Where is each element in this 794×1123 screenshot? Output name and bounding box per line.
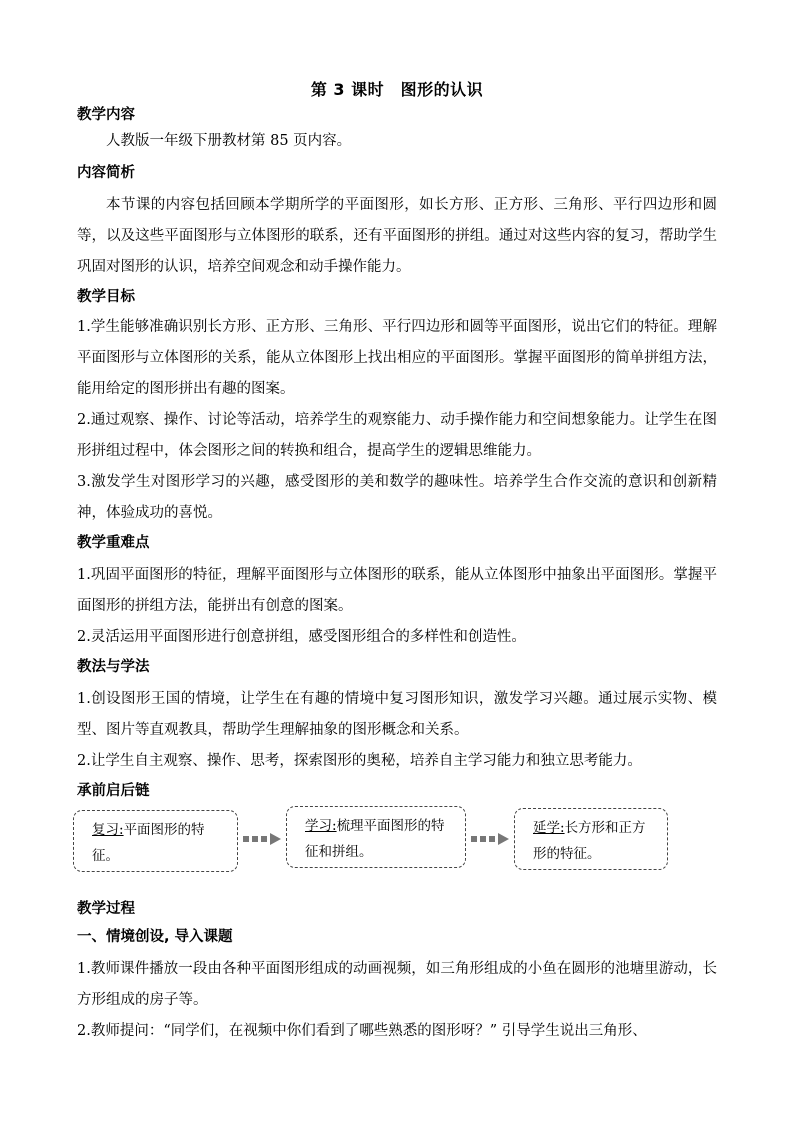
heading-teaching-process: 教学过程 <box>77 901 135 917</box>
chain-box-learn-text: 梳理平面图形的特征和拼组。 <box>305 818 445 860</box>
arrow-right-icon <box>471 832 511 846</box>
goal-item-2: 2.通过观察、操作、讨论等活动，培养学生的观察能力、动手操作能力和空间想象能力。让学生在图形拼组过程中，体会图形之间的转换和组合，提高学生的逻辑思维能力。 <box>77 412 717 459</box>
goal-item-1: 1.学生能够准确识别长方形、正方形、三角形、平行四边形和圆等平面图形，说出它们的特征。理解平面图形与立体图形的关系，能从立体图形上找出相应的平面图形。掌握平面图形的简单拼组方法，能用给定的图形拼出有趣的图案。 <box>77 319 717 397</box>
arrow-right-icon <box>243 832 283 846</box>
heading-key-points: 教学重难点 <box>77 535 150 551</box>
heading-methods: 教法与学法 <box>77 659 150 675</box>
chain-box-learn <box>286 806 466 868</box>
chain-box-learn-tag: 学习: <box>305 818 337 834</box>
goal-item-3: 3.激发学生对图形学习的兴趣，感受图形的美和数学的趣味性。培养学生合作交流的意识和创新精神，体验成功的喜悦。 <box>77 474 717 521</box>
page-title: 第 3 课时 图形的认识 <box>310 80 484 99</box>
heading-learning-chain: 承前启后链 <box>77 783 150 799</box>
paragraph-content-summary: 本节课的内容包括回顾本学期所学的平面图形，如长方形、正方形、三角形、平行四边形和圆等，以及这些平面图形与立体图形的联系，还有平面图形的拼组。通过对这些内容的复习，帮助学生巩固对图形的认识，培养空间观念和动手操作能力。 <box>77 197 717 275</box>
heading-process-step-1: 一、情境创设, 导入课题 <box>77 929 233 945</box>
heading-content-summary: 内容简析 <box>77 165 135 181</box>
process-item-1: 1.教师课件播放一段由各种平面图形组成的动画视频，如三角形组成的小鱼在圆形的池塘里游动，长方形组成的房子等。 <box>77 961 717 1008</box>
key-point-item-1: 1.巩固平面图形的特征，理解平面图形与立体图形的联系，能从立体图形中抽象出平面图形。掌握平面图形的拼组方法，能拼出有创意的图案。 <box>77 567 717 614</box>
method-item-2: 2.让学生自主观察、操作、思考，探索图形的奥秘，培养自主学习能力和独立思考能力。 <box>77 753 642 769</box>
chain-box-extend-tag: 延学: <box>533 820 565 836</box>
chain-box-extend <box>514 808 668 870</box>
paragraph-teaching-content: 人教版一年级下册教材第 85 页内容。 <box>106 133 352 149</box>
process-item-2: 2.教师提问：“同学们，在视频中你们看到了哪些熟悉的图形呀？” 引导学生说出三角形、 <box>77 1023 647 1039</box>
chain-box-review <box>73 810 238 872</box>
chain-box-review-tag: 复习: <box>92 822 124 838</box>
chain-box-extend-text: 长方形和正方形的特征。 <box>533 820 646 862</box>
method-item-1: 1.创设图形王国的情境，让学生在有趣的情境中复习图形知识，激发学习兴趣。通过展示实物、模型、图片等直观教具，帮助学生理解抽象的图形概念和关系。 <box>77 691 717 738</box>
heading-teaching-content: 教学内容 <box>77 107 135 123</box>
chain-box-review-text: 平面图形的特征。 <box>92 822 205 864</box>
heading-teaching-goals: 教学目标 <box>77 289 135 305</box>
key-point-item-2: 2.灵活运用平面图形进行创意拼组，感受图形组合的多样性和创造性。 <box>77 629 526 645</box>
